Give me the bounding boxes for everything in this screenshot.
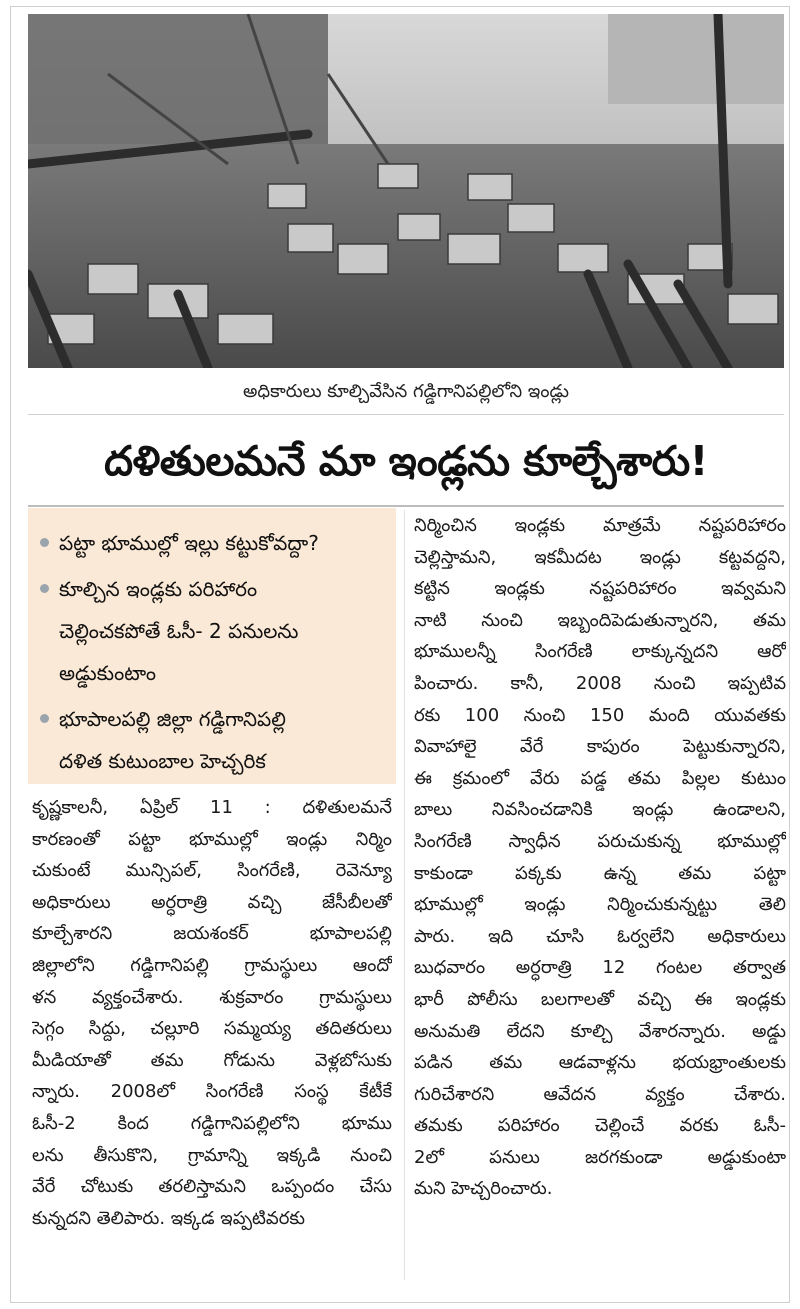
photo-caption: అధికారులు కూల్చివేసిన గడ్డిగానిపల్లిలోని ఇండ్లు	[242, 381, 569, 402]
column-divider	[404, 510, 405, 1280]
article-line: కున్నదని తెలిపారు. ఇక్కడ ఇప్పటివరకు	[32, 1207, 306, 1229]
article-line: గురిచేశారని ఆవేదన వ్యక్తం చేశారు.	[414, 1083, 786, 1105]
article-line: పించారు. కానీ, 2008 నుంచి ఇప్పటివ	[414, 672, 786, 694]
article-line: సింగరేణి స్వాధీన పరుచుకున్న భూముల్లో	[414, 830, 786, 852]
article-line: చెల్లిస్తామని, ఇకమీదట ఇండ్లు కట్టవద్దని,	[414, 546, 786, 568]
news-photo	[28, 14, 784, 368]
article-line: కాకుండా పక్కకు ఉన్న తమ పట్టా	[414, 862, 786, 884]
article-line: న్నారు. 2008లో సింగరేణి సంస్థ కేటీకే	[32, 1081, 392, 1103]
article-line: రకు 100 నుంచి 150 మంది యువతకు	[414, 704, 786, 726]
highlights-box	[28, 508, 396, 784]
article-line: అనుమతి లేదని కూల్చి వేశారన్నారు. అడ్డు	[414, 1020, 786, 1042]
highlight-line: చెల్లించకపోతే ఓసీ- 2 పనులను	[59, 619, 299, 643]
article-line: కూల్చేశారని జయశంకర్ భూపాలపల్లి	[32, 923, 392, 945]
article-line: కృష్ణకాలనీ, ఏప్రిల్ 11 : దళితులమనే	[32, 797, 392, 818]
highlight-item	[38, 522, 386, 564]
article-line: మని హెచ్చరించారు.	[414, 1178, 553, 1200]
headline-divider	[28, 505, 784, 507]
caption-divider	[28, 414, 784, 415]
article-line: పారు. ఇది చూసి ఓర్వలేని అధికారులు	[414, 925, 786, 947]
highlight-line: దళిత కుటుంబాల హెచ్చరిక	[59, 749, 266, 773]
highlight-line: అడ్డుకుంటాం	[59, 661, 156, 685]
article-body-right	[414, 510, 786, 1205]
bullet-icon	[40, 538, 49, 547]
highlight-item	[38, 568, 386, 694]
article-line: ళన వ్యక్తంచేశారు. శుక్రవారం గ్రామస్థులు	[32, 986, 392, 1008]
article-line: 2లో పనులు జరగకుండా అడ్డుకుంటా	[414, 1146, 786, 1168]
article-line: భూముల్లో ఇండ్లు నిర్మించుకున్నట్టు తెలి	[414, 894, 786, 916]
article-line: తమకు పరిహారం చెల్లించే వరకు ఓసీ-	[414, 1115, 786, 1137]
article-line: లను తీసుకొని, గ్రామాన్ని ఇక్కడి నుంచి	[32, 1144, 392, 1166]
article-line: నిర్మించిన ఇండ్లకు మాత్రమే నష్టపరిహారం	[414, 515, 786, 536]
article-line: జిల్లాలోని గడ్డిగానిపల్లి గ్రామస్థులు ఆందో	[32, 954, 392, 976]
article-line: భారీ పోలీసు బలగాలతో వచ్చి ఈ ఇండ్లకు	[414, 988, 786, 1010]
article-line: అధికారులు అర్ధరాత్రి వచ్చి జేసీబీలతో	[32, 891, 392, 913]
article-line: ఈ క్రమంలో వేరు పడ్డ తమ పిల్లల కుటుం	[414, 767, 786, 789]
highlight-item	[38, 698, 386, 782]
highlight-line: భూపాలపల్లి జిల్లా గడ్డిగానిపల్లి	[59, 707, 286, 731]
article-line: సెగ్గం సిద్దు, చల్లూరి సమ్మయ్య తదితరులు	[32, 1018, 392, 1040]
bullet-icon	[40, 584, 49, 593]
article-line: బుధవారం అర్ధరాత్రి 12 గంటల తర్వాత	[414, 957, 786, 979]
article-line: మీడియాతో తమ గోడును వెళ్లబోసుకు	[32, 1049, 392, 1071]
photo-demolished-houses-icon	[28, 14, 784, 368]
highlight-line: పట్టా భూముల్లో ఇల్లు కట్టుకోవద్దా?	[59, 531, 319, 555]
article-line: ఓసీ-2 కింద గడ్డిగానిపల్లిలోని భూము	[32, 1112, 392, 1134]
article-line: భూములన్నీ సింగరేణి లాక్కున్నదని ఆరో	[414, 641, 786, 663]
article-line: కారణంతో పట్టా భూముల్లో ఇండ్లు నిర్మిం	[32, 828, 392, 850]
article-line: బాలు నివసించడానికి ఇండ్లు ఉండాలని,	[414, 799, 786, 821]
article-line: నాటి నుంచి ఇబ్బందిపెడుతున్నారని, తమ	[414, 609, 786, 631]
headline: దళితులమనే మా ఇండ్లను కూల్చేశారు!	[104, 437, 708, 485]
bullet-icon	[40, 714, 49, 723]
article-line: వేరే చోటుకు తరలిస్తామని ఒప్పందం చేసు	[32, 1176, 392, 1198]
article-line: వివాహాలై వేరే కాపురం పెట్టుకున్నారని,	[414, 736, 786, 758]
article-line: చుకుంటే మున్సిపల్, సింగరేణి, రెవెన్యూ	[32, 860, 392, 882]
article-body-left	[32, 792, 392, 1234]
highlight-line: కూల్చిన ఇండ్లకు పరిహారం	[59, 577, 258, 601]
article-line: కట్టిన ఇండ్లకు నష్టపరిహారం ఇవ్వమని	[414, 578, 786, 600]
article-line: పడిన తమ ఆడవాళ్లను భయభ్రాంతులకు	[414, 1052, 786, 1074]
